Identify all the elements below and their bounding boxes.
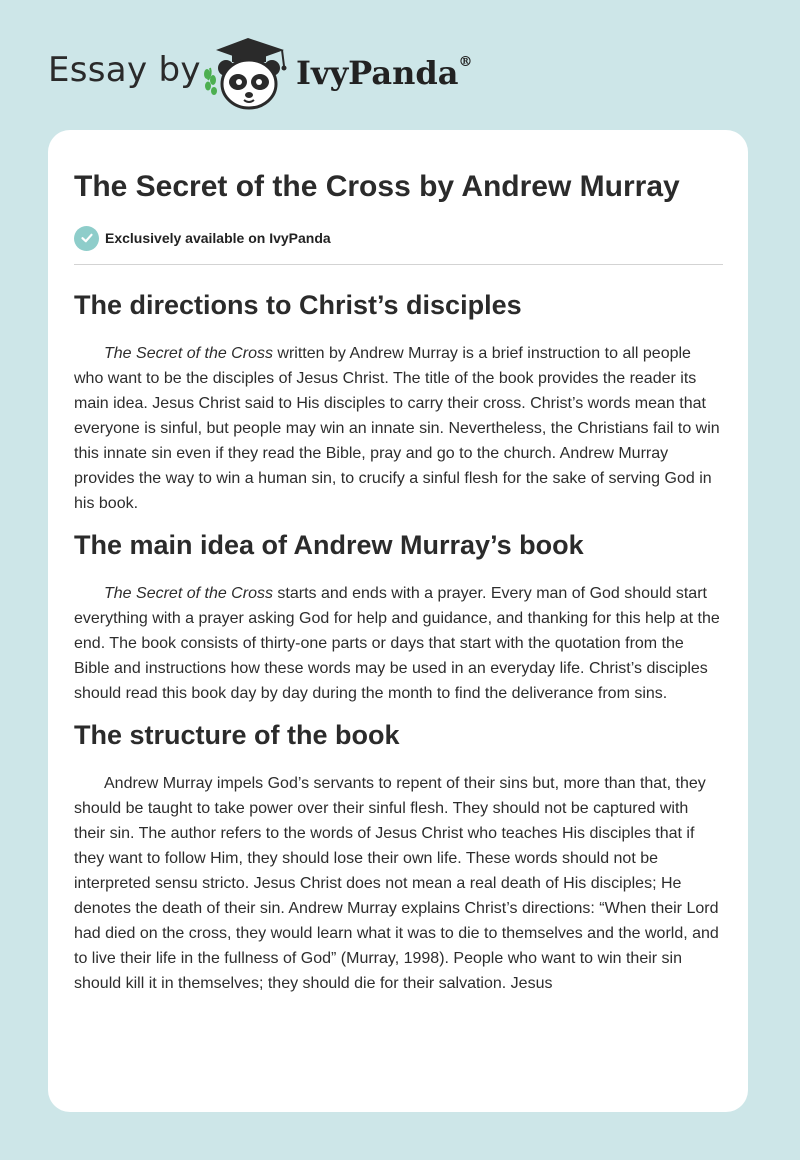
book-title-italic: The Secret of the Cross <box>104 345 273 362</box>
panda-logo-icon[interactable] <box>202 34 294 110</box>
section-paragraph <box>74 771 723 996</box>
divider <box>74 264 723 265</box>
check-icon <box>74 226 99 251</box>
section-heading: The main idea of Andrew Murray’s book <box>74 530 584 560</box>
paragraph-text: written by Andrew Murray is a brief instruction to all people who want to be the disciples of Jesus Christ. The title of the book provides the reader its main idea. Jesus Christ said to His disciples to carry their cross. Christ’s words mean that everyone is sinful, but people may win an innate sin. Nevertheless, the Christians fail to win this innate sin even if they read the Bible, pray and go to the church. Andrew Murray provides the way to win a human sin, to crucify a sinful flesh for the sake of serving God in his book. <box>74 345 720 512</box>
registered-mark: ® <box>458 54 473 71</box>
site-header <box>0 0 800 130</box>
essay-content <box>74 166 723 996</box>
section-heading: The structure of the book <box>74 720 400 750</box>
essay-card <box>48 130 748 1112</box>
section-heading: The directions to Christ’s disciples <box>74 290 522 320</box>
brand-name[interactable] <box>296 54 472 92</box>
exclusive-badge <box>74 225 723 251</box>
book-title-italic: The Secret of the Cross <box>104 585 273 602</box>
exclusive-label: Exclusively available on IvyPanda <box>105 230 331 246</box>
essay-by-label: Essay by <box>48 50 201 90</box>
paragraph-text: Andrew Murray impels God’s servants to repent of their sins but, more than that, they should be taught to take power over their sinful flesh. They should not be captured with their sin. The author refers to the words of Jesus Christ who teaches His disciples that if they want to follow Him, they should lose their own life. These words should not be interpreted sensu stricto. Jesus Christ does not mean a real death of His disciples; He denotes the death of their sin. Andrew Murray explains Christ’s directions: “When their Lord had died on the cross, they would learn what it was to die to themselves and the world, and to live their life in the fullness of God” (Murray, 1998). People who want to win their sin should kill it in themselves; they should die for their salvation. Jesus <box>74 775 719 992</box>
section-paragraph <box>74 581 723 706</box>
paragraph-text: starts and ends with a prayer. Every man of God should start everything with a prayer asking God for help and guidance, and thanking for this help at the end. The book consists of thirty-one parts or days that start with the quotation from the Bible and instructions how these words may be used in an everyday life. Christ’s disciples should read this book day by day during the month to find the deliverance from sins. <box>74 585 720 702</box>
brand-label: IvyPanda <box>296 54 459 92</box>
section-paragraph <box>74 341 723 516</box>
essay-title: The Secret of the Cross by Andrew Murray <box>74 170 680 203</box>
